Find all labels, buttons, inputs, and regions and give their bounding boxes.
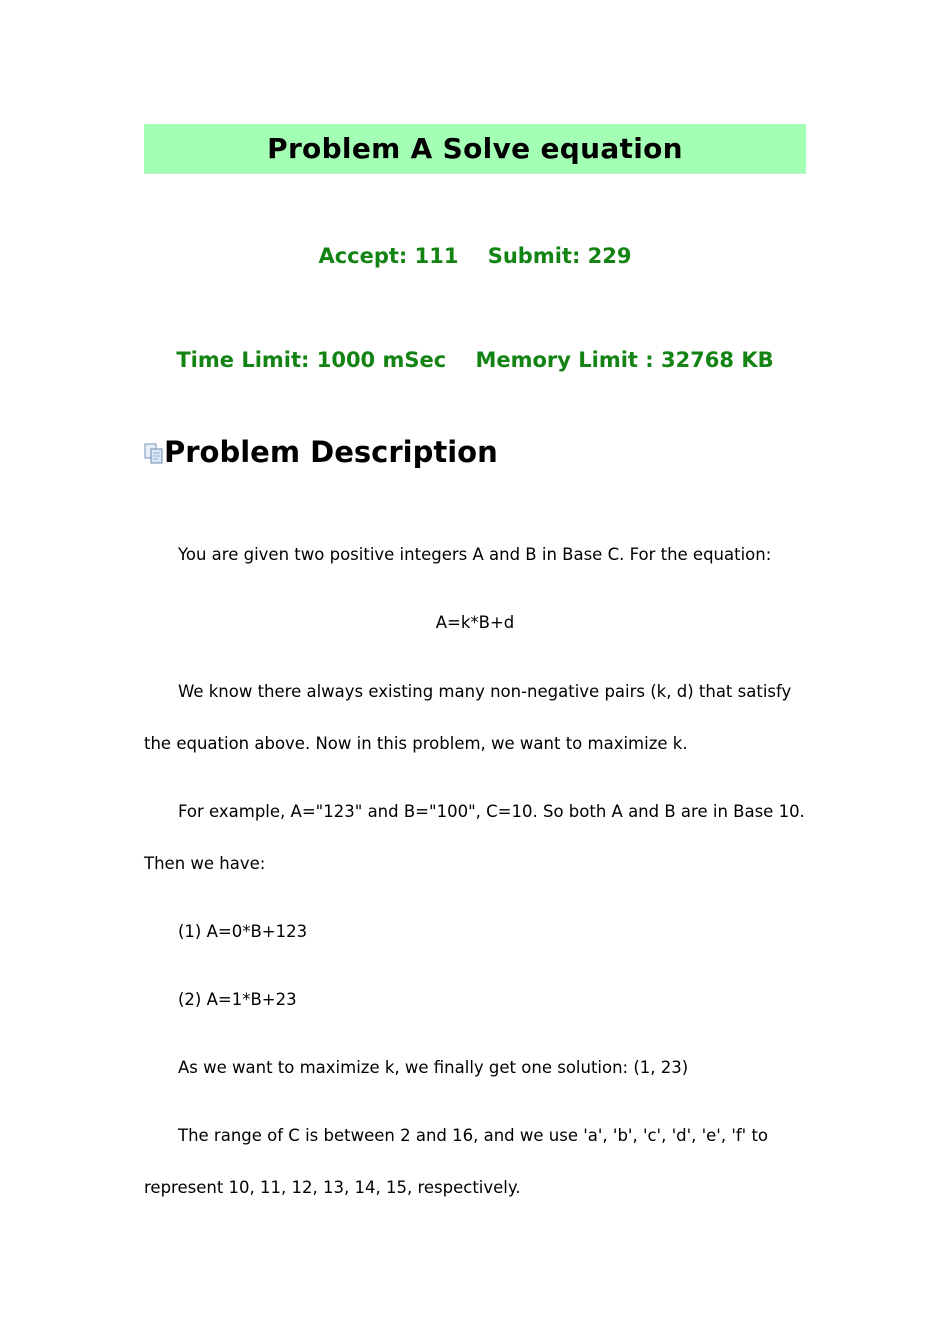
description-paragraph: As we want to maximize k, we finally get one solution: (1, 23) (178, 1058, 689, 1077)
description-paragraph: We know there always existing many non-negative pairs (k, d) that satisfy the equation above. Now in this problem, we want to maximize k. (144, 682, 792, 753)
memory-limit: Memory Limit : 32768 KB (475, 348, 774, 372)
section-heading-label: Problem Description (164, 435, 498, 469)
section-heading-description (144, 434, 498, 470)
description-paragraph: You are given two positive integers A and B in Base C. For the equation: (178, 545, 772, 564)
submit-count: Submit: 229 (487, 244, 632, 268)
example-line: (1) A=0*B+123 (178, 922, 308, 941)
accept-count: Accept: 111 (318, 244, 459, 268)
submission-stats (144, 244, 806, 268)
description-paragraph: For example, A="123" and B="100", C=10. So both A and B are in Base 10. Then we have: (144, 802, 805, 873)
time-limit: Time Limit: 1000 mSec (176, 348, 447, 372)
description-paragraph: The range of C is between 2 and 16, and we use 'a', 'b', 'c', 'd', 'e', 'f' to represent 10, 11, 12, 13, 14, 15, respectively. (144, 1126, 769, 1197)
document-icon (144, 443, 164, 465)
example-line: (2) A=1*B+23 (178, 990, 297, 1009)
equation-line: A=k*B+d (435, 613, 515, 632)
resource-limits (144, 348, 806, 372)
problem-title: Problem A Solve equation (144, 124, 806, 174)
